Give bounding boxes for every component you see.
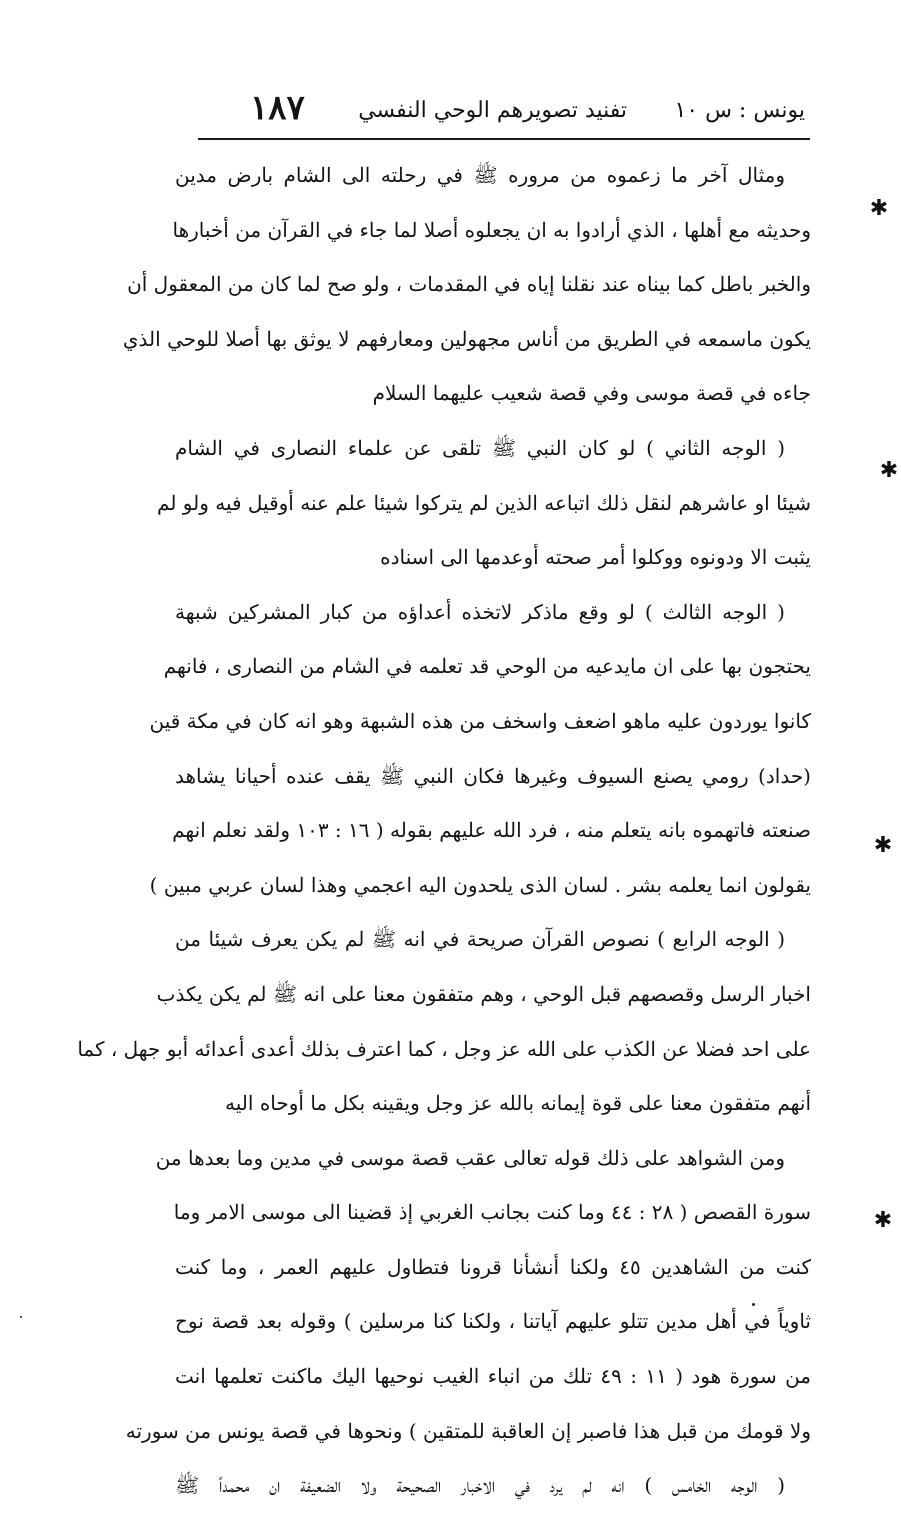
margin-mark-icon: ✱ [873, 833, 893, 858]
margin-mark-icon: ✱ [873, 1208, 893, 1233]
surah-reference: يونس : س ١٠ [674, 98, 805, 123]
text-line: (حداد) رومي يصنع السيوف وغيرها فكان النبي ﷺ يقف عنده أحيانا يشاهد [175, 763, 811, 788]
text-line: ومثال آخر ما زعموه من مروره ﷺ في رحلته الى الشام بارض مدين [175, 163, 785, 187]
header-rule [198, 138, 810, 140]
text-line: ولا قومك من قبل هذا فاصبر إن العاقبة للمتقين ) ونحوها في قصة يونس من سورته [125, 1418, 811, 1443]
text-line: والخبر باطل كما بيناه عند نقلنا إياه في المقدمات ، ولو صح لما كان من المعقول أن [127, 272, 811, 297]
text-line: وحديثه مع أهلها ، الذي أرادوا به ان يجعلوه أصلا لما جاء في القرآن من أخبارها [172, 217, 811, 242]
text-line: ( الوجه الخامس ) انه لم يرد في الاخبار الصحيحة ولا الضعيفة ان محمداً ﷺ [175, 1473, 785, 1498]
text-line: ثاوياً في أهل مدين تتلو عليهم آياتنا ، ولكنا كنا مرسلين ) وقوله بعد قصة نوح [175, 1309, 811, 1334]
text-line: جاءه في قصة موسى وفي قصة شعيب عليهما السلام [372, 381, 811, 406]
text-line: ( الوجه الثالث ) لو وقع ماذكر لاتخذه أعداؤه من كبار المشركين شبهة [175, 599, 785, 624]
ink-speck [752, 1303, 755, 1306]
text-line: سورة القصص ( ٢٨ : ٤٤ وما كنت بجانب الغربي إذ قضينا الى موسى الامر وما [173, 1200, 811, 1225]
text-line: صنعته فاتهموه بانه يتعلم منه ، فرد الله عليهم بقوله ( ١٦ : ١٠٣ ولقد نعلم انهم [172, 818, 811, 843]
text-line: يحتجون بها على ان مايدعيه من الوحي قد تعلمه في الشام من النصارى ، فانهم [163, 654, 811, 679]
text-line: أنهم متفقون معنا على قوة إيمانه بالله عز وجل ويقينه بكل ما أوحاه اليه [225, 1091, 811, 1116]
text-line: من سورة هود ( ١١ : ٤٩ تلك من انباء الغيب نوحيها اليك ماكنت تعلمها انت [175, 1364, 812, 1389]
text-line: يكون ماسمعه في الطريق من أناس مجهولين ومعارفهم لا يوثق بها أصلا للوحي الذي [122, 326, 811, 351]
ink-speck [20, 1316, 22, 1318]
margin-mark-icon: ✱ [869, 196, 889, 221]
text-line: شيئا او عاشرهم لنقل ذلك اتباعه الذين لم يتركوا شيئا علم عنه أوقيل فيه ولو لم [157, 490, 811, 515]
page-header [200, 88, 805, 136]
text-line: كانوا يوردون عليه ماهو اضعف واسخف من هذه الشبهة وهو انه كان في مكة قين [149, 708, 811, 733]
page-running-title: تفنيد تصويرهم الوحي النفسي [358, 98, 627, 123]
page-number: ١٨٧ [250, 88, 305, 128]
text-line: كنت من الشاهدين ٤٥ ولكنا أنشأنا قرونا فتطاول عليهم العمر ، وما كنت [175, 1254, 811, 1279]
text-line: ( الوجه الرابع ) نصوص القرآن صريحة في انه ﷺ لم يكن يعرف شيئا من [175, 927, 785, 952]
text-line: على احد فضلا عن الكذب على الله عز وجل ، كما اعترف بذلك أعدى أعدائه أبو جهل ، كما [77, 1036, 811, 1061]
text-line: يقولون انما يعلمه بشر . لسان الذى يلحدون اليه اعجمي وهذا لسان عربي مبين ) [149, 872, 811, 897]
text-line: ( الوجه الثاني ) لو كان النبي ﷺ تلقى عن علماء النصارى في الشام [175, 435, 785, 460]
text-line: اخبار الرسل وقصصهم قبل الوحي ، وهم متفقون معنا على انه ﷺ لم يكن يكذب [156, 981, 811, 1006]
text-line: ومن الشواهد على ذلك قوله تعالى عقب قصة موسى في مدين وما بعدها من [155, 1145, 785, 1170]
text-line: يثبت الا ودونوه ووكلوا أمر صحته أوعدمها الى اسناده [380, 545, 811, 570]
body-text [77, 148, 812, 1513]
margin-mark-icon: ✱ [879, 458, 899, 483]
